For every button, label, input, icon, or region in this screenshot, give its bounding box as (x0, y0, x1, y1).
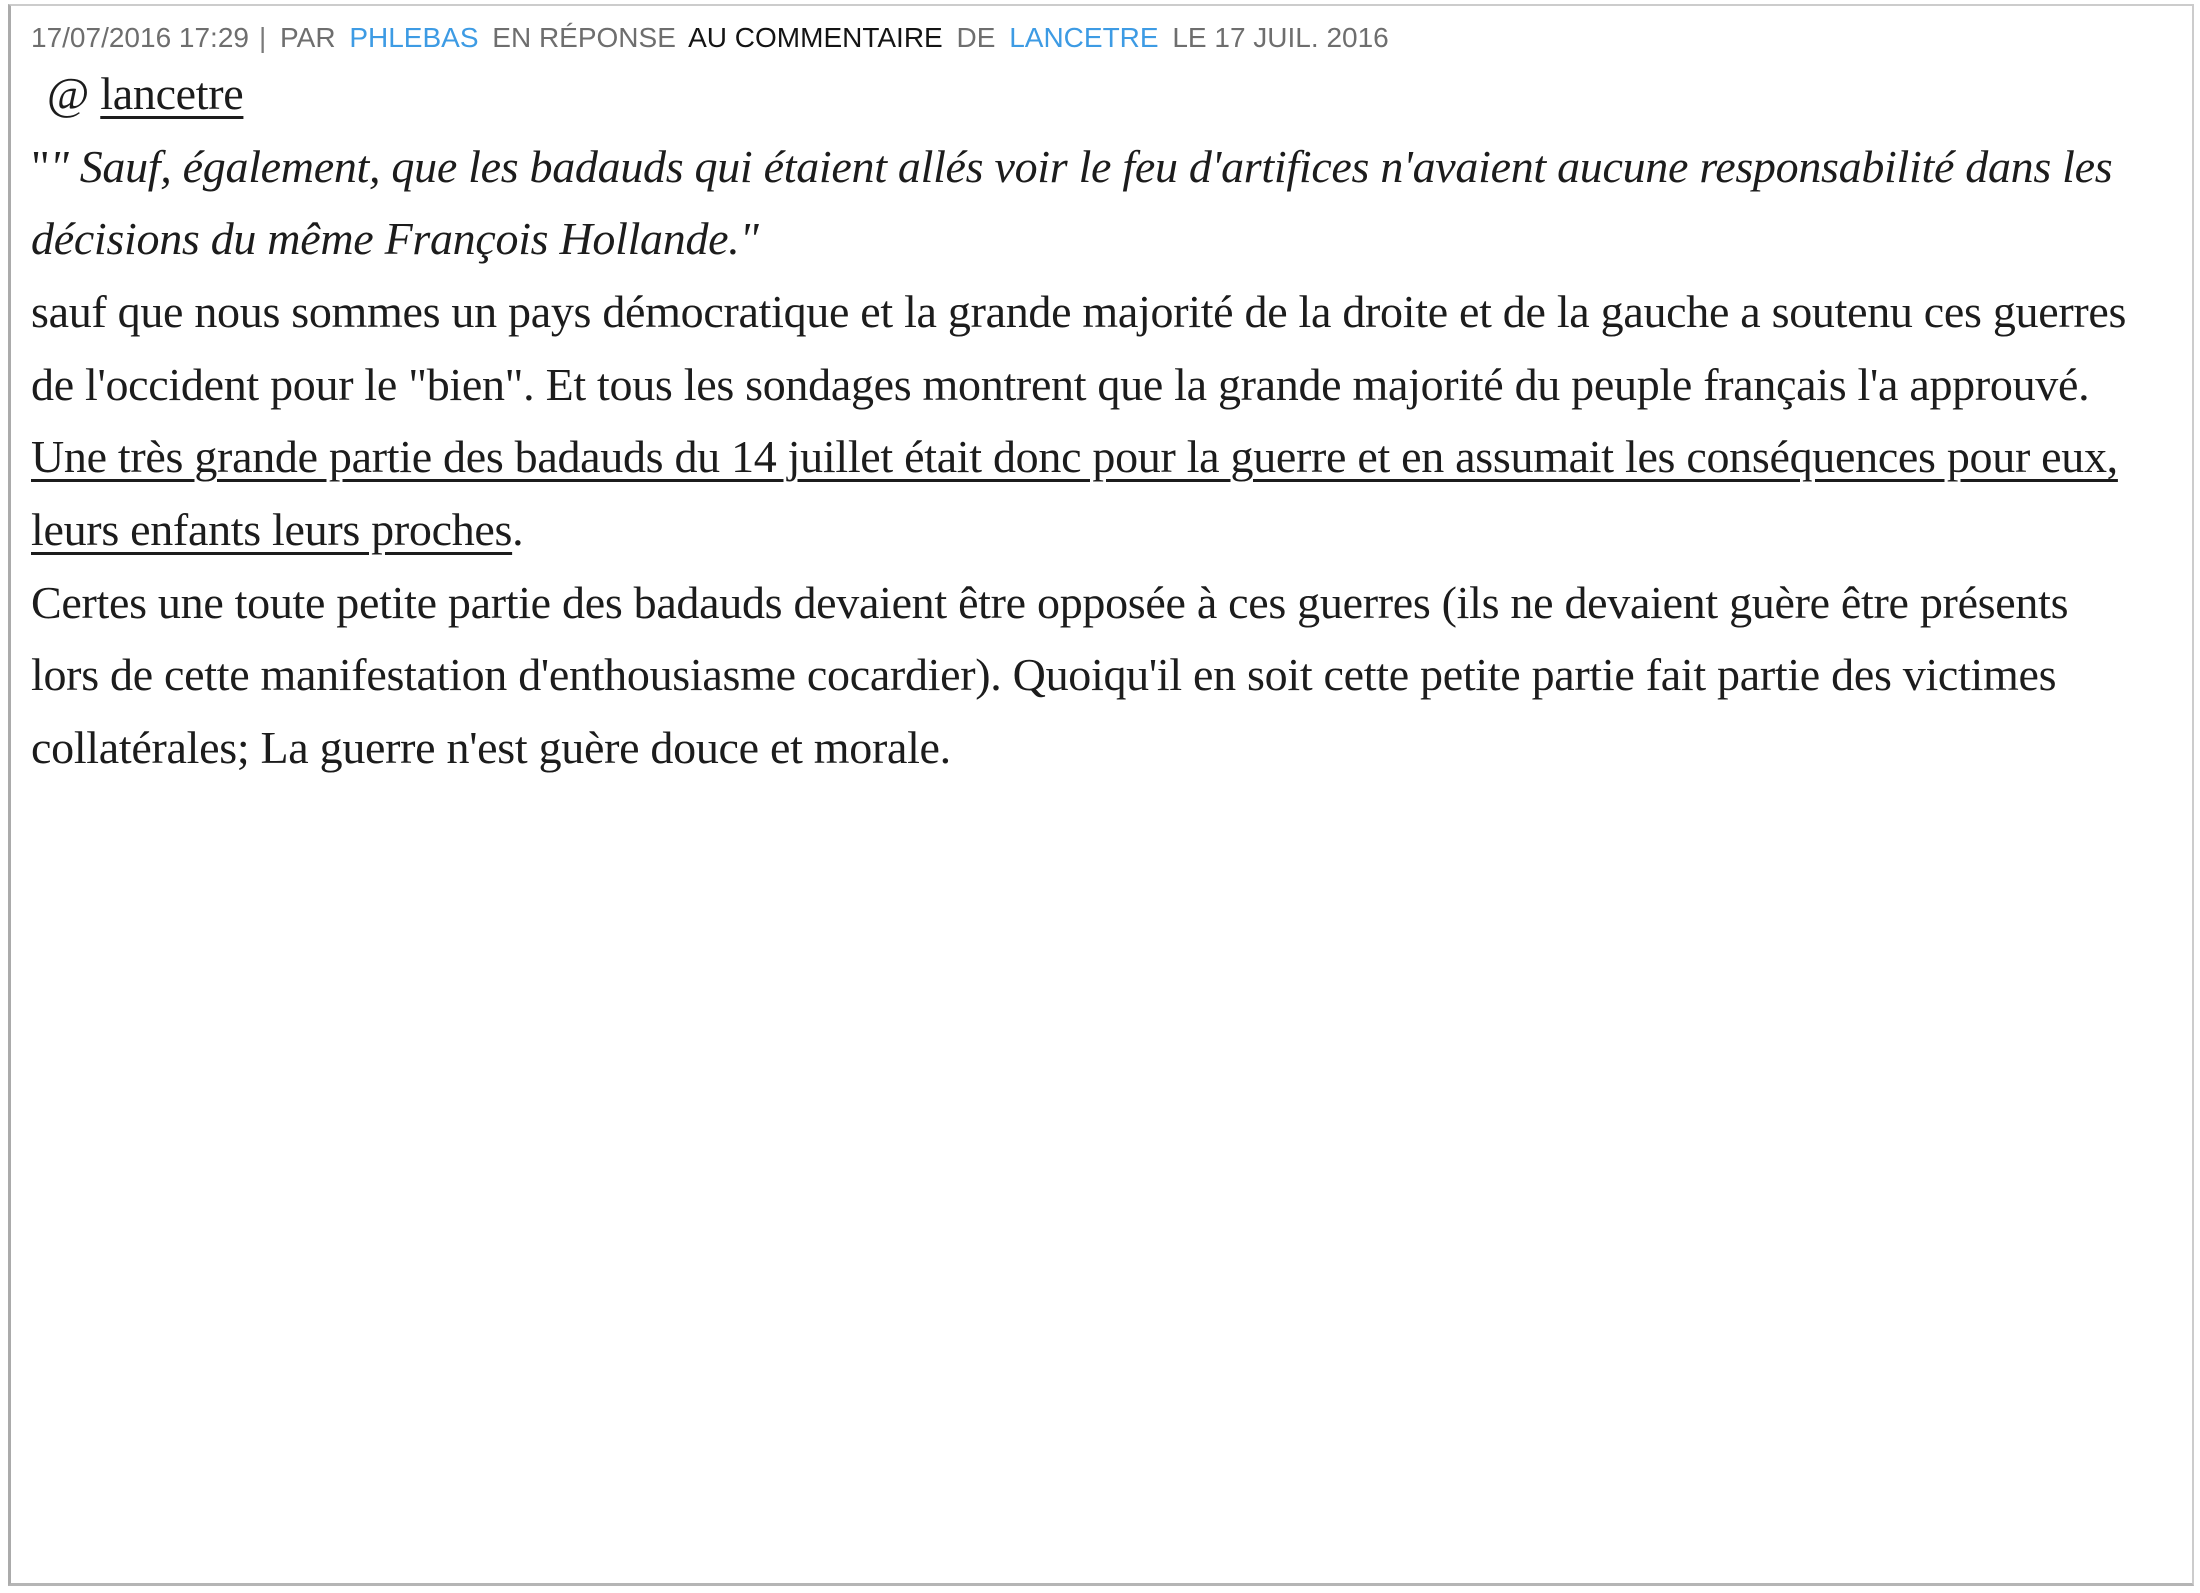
reply-label: EN RÉPONSE (492, 22, 676, 53)
paragraph-democratie: sauf que nous sommes un pays démocratique et la grande majorité de la droite et de la gauche a soutenu ces guerres de l'occident pour le "bien". Et tous les sondages montrent que la grande majorité du peuple français l'a approuvé. (31, 286, 2127, 410)
salutation-line (31, 58, 2134, 131)
at-symbol: @ (47, 68, 90, 119)
paragraph-badauds (31, 421, 2134, 566)
quote-prefix: " (31, 140, 50, 192)
paragraph-certes: Certes une toute petite partie des badauds devaient être opposée à ces guerres (ils ne devaient guère être présents lors de cette manifestation d'enthousiasme cocardier). Quoiqu'il en soit cette petite partie fait partie des victimes collatérales; La guerre n'est guère douce et morale. (31, 576, 2069, 774)
par-label: PAR (280, 22, 336, 53)
mention-link[interactable]: lancetre (100, 68, 244, 119)
meta-separator: | (258, 22, 267, 53)
author-link[interactable]: PHLEBAS (349, 22, 479, 53)
quoted-paragraph (31, 131, 2134, 276)
recipient-link[interactable]: LANCETRE (1009, 22, 1159, 53)
comment-meta (31, 18, 2134, 58)
comment-card (8, 4, 2194, 1586)
commentaire-link[interactable]: AU COMMENTAIRE (688, 22, 943, 53)
quote-text: " Sauf, également, que les badauds qui étaient allés voir le feu d'artifices n'avaient aucune responsabilité dans les décisions du même François Hollande." (31, 140, 2113, 265)
underlined-text: Une très grande partie des badauds du 14 juillet était donc pour la guerre et en assumait les conséquences pour eux, leurs enfants leurs proches (31, 431, 2118, 556)
de-label: DE (956, 22, 996, 53)
reply-date-label: LE 17 JUIL. 2016 (1172, 22, 1389, 53)
comment-body (31, 58, 2134, 785)
underlined-tail: . (512, 504, 524, 556)
comment-timestamp: 17/07/2016 17:29 (31, 22, 249, 53)
